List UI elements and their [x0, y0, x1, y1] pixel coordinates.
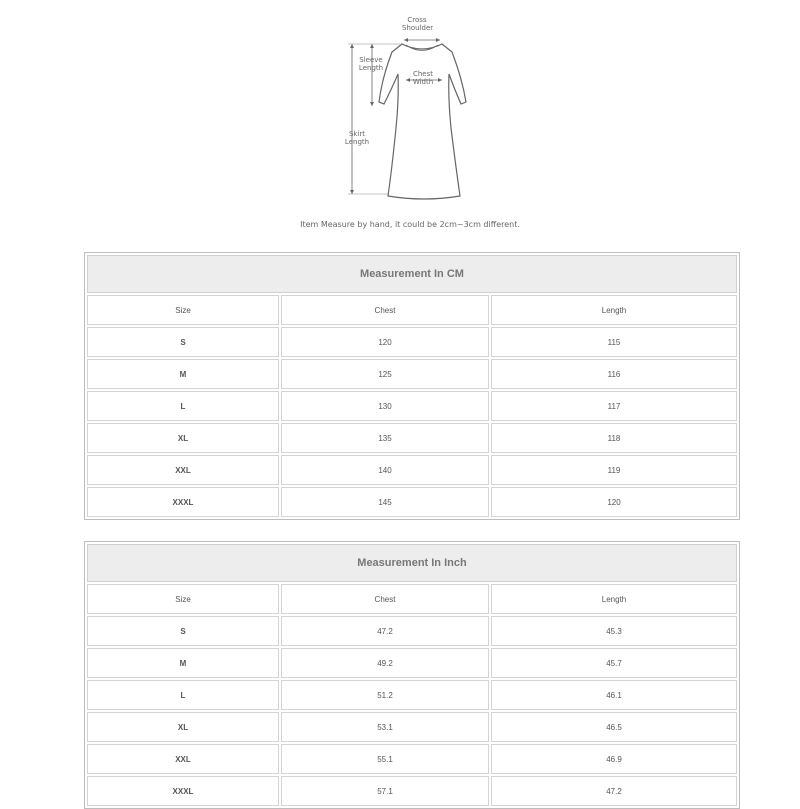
length-cell: 118 [491, 423, 737, 453]
dress-measurement-diagram [330, 8, 490, 208]
length-cell: 47.2 [491, 776, 737, 806]
chest-cell: 145 [281, 487, 489, 517]
chest-width-label-line2: Width [412, 78, 434, 86]
header-chest: Chest [281, 295, 489, 325]
table-row [87, 776, 737, 806]
chest-cell: 125 [281, 359, 489, 389]
chest-cell: 130 [281, 391, 489, 421]
chest-cell: 135 [281, 423, 489, 453]
size-cell: XXXL [87, 487, 279, 517]
size-cell: XXXL [87, 776, 279, 806]
size-cell: L [87, 391, 279, 421]
table-title: Measurement In CM [87, 255, 737, 293]
length-cell: 45.3 [491, 616, 737, 646]
length-cell: 45.7 [491, 648, 737, 678]
skirt-length-label-line2: Length [344, 138, 370, 146]
table-row [87, 616, 737, 646]
table-row [87, 391, 737, 421]
sleeve-length-label [354, 56, 388, 72]
table-row [87, 423, 737, 453]
chest-cell: 55.1 [281, 744, 489, 774]
length-cell: 46.1 [491, 680, 737, 710]
chest-width-label-line1: Chest [412, 70, 434, 78]
header-length: Length [491, 584, 737, 614]
cross-shoulder-label-line1: Cross [407, 16, 427, 24]
table-title: Measurement In Inch [87, 544, 737, 582]
table-header-row [87, 584, 737, 614]
length-cell: 46.9 [491, 744, 737, 774]
table-row [87, 327, 737, 357]
header-chest: Chest [281, 584, 489, 614]
length-cell: 115 [491, 327, 737, 357]
length-cell: 116 [491, 359, 737, 389]
chest-cell: 53.1 [281, 712, 489, 742]
table-row [87, 359, 737, 389]
length-cell: 119 [491, 455, 737, 485]
length-cell: 117 [491, 391, 737, 421]
header-size: Size [87, 295, 279, 325]
sleeve-length-label-line1: Sleeve [359, 56, 383, 64]
measurement-table-inch [84, 541, 740, 809]
size-cell: L [87, 680, 279, 710]
size-cell: XL [87, 712, 279, 742]
size-cell: S [87, 327, 279, 357]
size-cell: M [87, 359, 279, 389]
chest-cell: 140 [281, 455, 489, 485]
skirt-length-label-line1: Skirt [348, 130, 366, 138]
length-cell: 46.5 [491, 712, 737, 742]
table-row [87, 712, 737, 742]
header-size: Size [87, 584, 279, 614]
table-row [87, 744, 737, 774]
cross-shoulder-label [402, 16, 432, 32]
table-row [87, 680, 737, 710]
cross-shoulder-label-line2: Shoulder [402, 24, 434, 32]
table-row [87, 487, 737, 517]
length-cell: 120 [491, 487, 737, 517]
chest-cell: 57.1 [281, 776, 489, 806]
size-cell: XXL [87, 455, 279, 485]
table-header-row [87, 295, 737, 325]
dress-outline-icon [330, 8, 490, 208]
chest-cell: 120 [281, 327, 489, 357]
chest-cell: 47.2 [281, 616, 489, 646]
chest-width-label [408, 70, 438, 86]
chest-cell: 49.2 [281, 648, 489, 678]
skirt-length-label [340, 130, 374, 146]
table-row [87, 455, 737, 485]
size-cell: XL [87, 423, 279, 453]
measurement-table-cm [84, 252, 740, 520]
size-cell: XXL [87, 744, 279, 774]
header-length: Length [491, 295, 737, 325]
table-row [87, 648, 737, 678]
sleeve-length-label-line2: Length [358, 64, 384, 72]
size-cell: M [87, 648, 279, 678]
size-cell: S [87, 616, 279, 646]
measurement-note: Item Measure by hand, it could be 2cm~3cm different. [300, 220, 520, 229]
chest-cell: 51.2 [281, 680, 489, 710]
